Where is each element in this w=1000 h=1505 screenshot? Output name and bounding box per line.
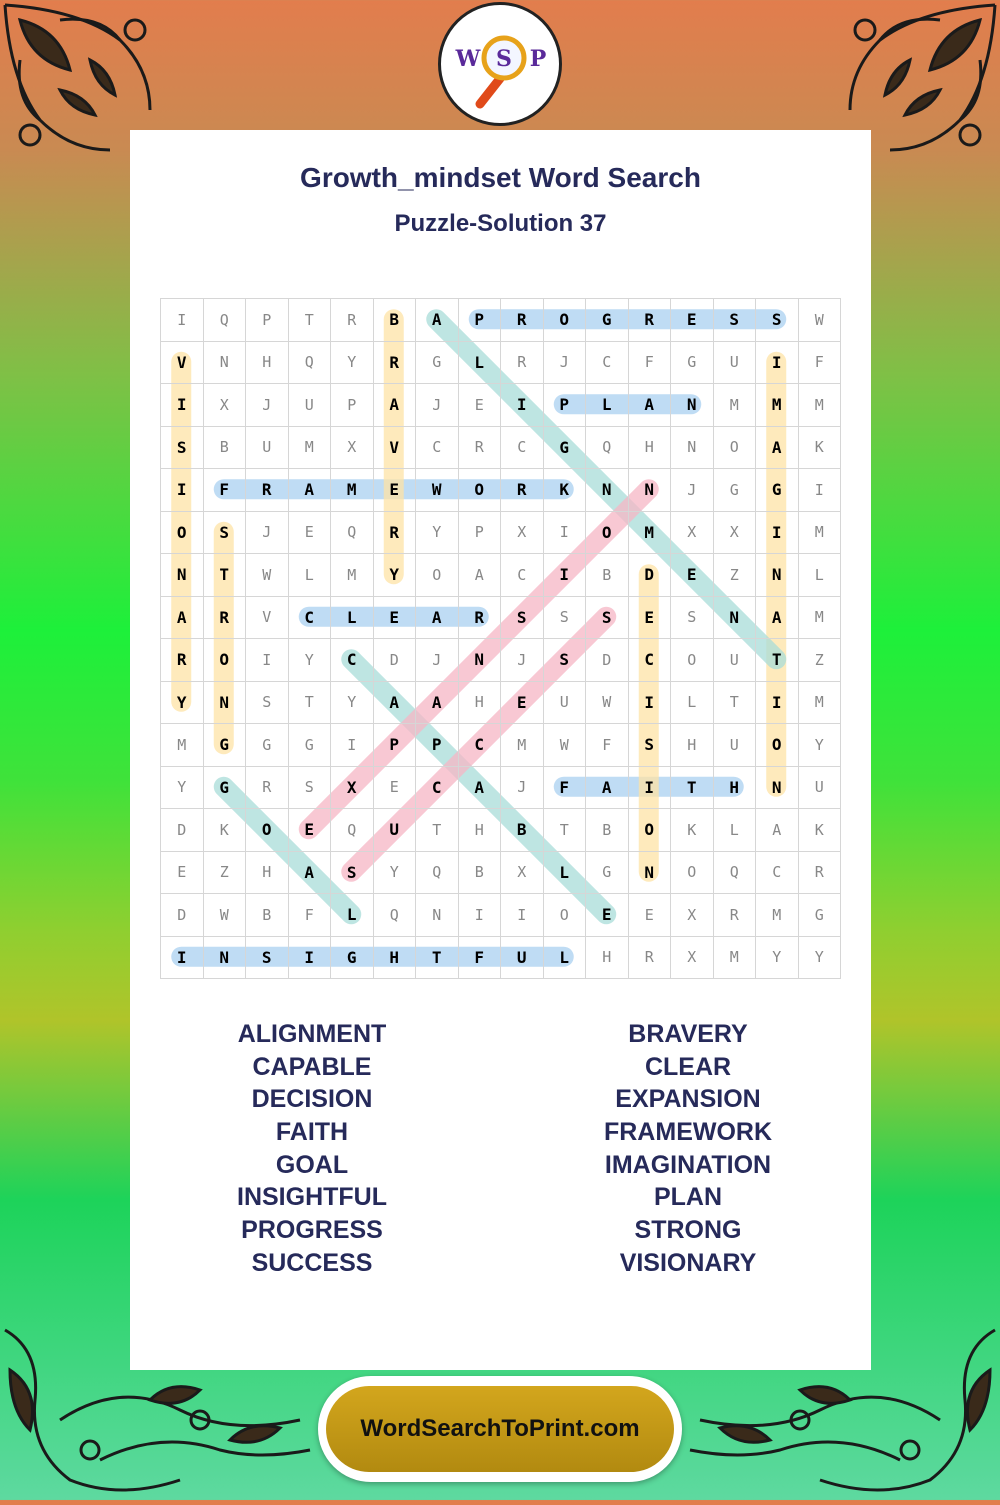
grid-cell[interactable]: E: [289, 512, 332, 555]
grid-cell[interactable]: S: [331, 852, 374, 895]
grid-cell[interactable]: M: [756, 384, 799, 427]
grid-cell[interactable]: M: [714, 937, 757, 980]
grid-cell[interactable]: R: [459, 427, 502, 470]
grid-cell[interactable]: B: [501, 809, 544, 852]
grid-cell[interactable]: J: [544, 342, 587, 385]
grid-cell[interactable]: B: [586, 554, 629, 597]
grid-cell[interactable]: Q: [331, 512, 374, 555]
grid-cell[interactable]: Y: [374, 554, 417, 597]
grid-cell[interactable]: U: [246, 427, 289, 470]
grid-cell[interactable]: L: [799, 554, 842, 597]
grid-cell[interactable]: E: [629, 894, 672, 937]
grid-cell[interactable]: H: [459, 809, 502, 852]
grid-cell[interactable]: I: [756, 512, 799, 555]
grid-cell[interactable]: H: [246, 852, 289, 895]
word-list-right: [538, 1018, 838, 1280]
grid-cell[interactable]: O: [459, 469, 502, 512]
grid-cell[interactable]: O: [544, 299, 587, 342]
grid-cell[interactable]: J: [416, 639, 459, 682]
grid-cell[interactable]: Z: [799, 639, 842, 682]
grid-cell[interactable]: C: [331, 639, 374, 682]
grid-cell[interactable]: T: [714, 682, 757, 725]
grid-cell[interactable]: N: [671, 384, 714, 427]
grid-cell[interactable]: N: [161, 554, 204, 597]
grid-cell[interactable]: N: [586, 469, 629, 512]
grid-cell[interactable]: G: [799, 894, 842, 937]
grid-cell[interactable]: J: [246, 512, 289, 555]
grid-cell[interactable]: B: [204, 427, 247, 470]
grid-cell[interactable]: R: [374, 512, 417, 555]
grid-cell[interactable]: S: [756, 299, 799, 342]
grid-cell[interactable]: O: [629, 809, 672, 852]
grid-cell[interactable]: H: [459, 682, 502, 725]
grid-cell[interactable]: U: [374, 809, 417, 852]
grid-cell[interactable]: O: [671, 852, 714, 895]
grid-cell[interactable]: N: [629, 469, 672, 512]
word-list-item: EXPANSION: [615, 1085, 761, 1114]
grid-cell[interactable]: R: [714, 894, 757, 937]
grid-cell[interactable]: S: [246, 682, 289, 725]
grid-cell[interactable]: M: [799, 512, 842, 555]
grid-cell[interactable]: R: [246, 469, 289, 512]
grid-cell[interactable]: C: [416, 427, 459, 470]
grid-cell[interactable]: F: [629, 342, 672, 385]
grid-cell[interactable]: V: [246, 597, 289, 640]
grid-cell[interactable]: E: [374, 597, 417, 640]
grid-cell[interactable]: G: [246, 724, 289, 767]
grid-cell[interactable]: N: [629, 852, 672, 895]
grid-cell[interactable]: G: [289, 724, 332, 767]
grid-cell[interactable]: I: [161, 469, 204, 512]
grid-cell[interactable]: R: [161, 639, 204, 682]
word-list-item: BRAVERY: [628, 1020, 748, 1048]
grid-cell[interactable]: J: [416, 384, 459, 427]
grid-cell[interactable]: S: [501, 597, 544, 640]
grid-cell[interactable]: Q: [204, 299, 247, 342]
grid-cell[interactable]: C: [416, 767, 459, 810]
grid-cell[interactable]: Y: [289, 639, 332, 682]
grid-cell[interactable]: M: [331, 554, 374, 597]
grid-cell[interactable]: I: [161, 384, 204, 427]
grid-cell[interactable]: D: [629, 554, 672, 597]
word-list-item: INSIGHTFUL: [237, 1183, 387, 1212]
grid-cell[interactable]: W: [586, 682, 629, 725]
grid-cell[interactable]: M: [756, 894, 799, 937]
grid-cell[interactable]: R: [629, 299, 672, 342]
grid-cell[interactable]: G: [331, 937, 374, 980]
grid-cell[interactable]: A: [586, 767, 629, 810]
grid-cell[interactable]: R: [246, 767, 289, 810]
grid-cell[interactable]: R: [799, 852, 842, 895]
grid-cell[interactable]: T: [671, 767, 714, 810]
grid-cell[interactable]: I: [246, 639, 289, 682]
grid-cell[interactable]: C: [586, 342, 629, 385]
grid-cell[interactable]: Y: [374, 852, 417, 895]
grid-cell[interactable]: Z: [714, 554, 757, 597]
grid-cell[interactable]: A: [374, 384, 417, 427]
grid-cell[interactable]: I: [756, 342, 799, 385]
grid-cell[interactable]: P: [331, 384, 374, 427]
grid-cell[interactable]: T: [756, 639, 799, 682]
grid-cell[interactable]: E: [374, 767, 417, 810]
grid-cell[interactable]: I: [629, 767, 672, 810]
grid-cell[interactable]: O: [671, 639, 714, 682]
grid-cell[interactable]: S: [671, 597, 714, 640]
grid-cell[interactable]: E: [671, 299, 714, 342]
grid-cell[interactable]: H: [629, 427, 672, 470]
grid-cell[interactable]: N: [671, 427, 714, 470]
grid-cell[interactable]: H: [374, 937, 417, 980]
grid-cell[interactable]: N: [204, 682, 247, 725]
grid-cell[interactable]: C: [756, 852, 799, 895]
grid-cell[interactable]: R: [501, 299, 544, 342]
grid-cell[interactable]: F: [544, 767, 587, 810]
grid-cell[interactable]: A: [289, 852, 332, 895]
word-list-item: PROGRESS: [241, 1216, 383, 1245]
grid-cell[interactable]: X: [204, 384, 247, 427]
grid-cell[interactable]: U: [714, 639, 757, 682]
word-list-item: CAPABLE: [252, 1052, 372, 1081]
grid-cell[interactable]: V: [161, 342, 204, 385]
grid-cell[interactable]: R: [459, 597, 502, 640]
grid-cell[interactable]: T: [544, 809, 587, 852]
grid-cell[interactable]: A: [756, 809, 799, 852]
grid-cell[interactable]: L: [714, 809, 757, 852]
grid-cell[interactable]: T: [416, 809, 459, 852]
grid-cell[interactable]: I: [501, 384, 544, 427]
grid-cell[interactable]: T: [416, 937, 459, 980]
letter-grid: [160, 298, 841, 979]
grid-cell[interactable]: R: [331, 299, 374, 342]
word-list-item: VISIONARY: [619, 1248, 757, 1277]
grid-cell[interactable]: Y: [799, 937, 842, 980]
grid-cell[interactable]: X: [671, 894, 714, 937]
grid-cell[interactable]: C: [629, 639, 672, 682]
grid-cell[interactable]: D: [161, 809, 204, 852]
grid-cell[interactable]: W: [544, 724, 587, 767]
grid-cell[interactable]: Q: [714, 852, 757, 895]
grid-cell[interactable]: P: [459, 512, 502, 555]
logo-letter-p: P: [529, 46, 547, 72]
grid-cell[interactable]: S: [246, 937, 289, 980]
word-search-grid: [160, 298, 840, 978]
grid-cell[interactable]: F: [289, 894, 332, 937]
grid-cell[interactable]: E: [459, 384, 502, 427]
grid-cell[interactable]: G: [586, 299, 629, 342]
grid-cell[interactable]: D: [586, 639, 629, 682]
grid-cell[interactable]: R: [501, 342, 544, 385]
grid-cell[interactable]: K: [544, 469, 587, 512]
grid-cell[interactable]: M: [289, 427, 332, 470]
grid-cell[interactable]: S: [544, 597, 587, 640]
grid-cell[interactable]: U: [714, 724, 757, 767]
grid-cell[interactable]: R: [629, 937, 672, 980]
grid-cell[interactable]: G: [586, 852, 629, 895]
grid-cell[interactable]: I: [331, 724, 374, 767]
grid-cell[interactable]: L: [331, 894, 374, 937]
word-list-item: CLEAR: [644, 1052, 732, 1081]
grid-cell[interactable]: N: [204, 342, 247, 385]
grid-cell[interactable]: P: [246, 299, 289, 342]
grid-cell[interactable]: G: [671, 342, 714, 385]
grid-cell[interactable]: R: [374, 342, 417, 385]
grid-cell[interactable]: M: [629, 512, 672, 555]
grid-cell[interactable]: A: [756, 597, 799, 640]
grid-cell[interactable]: K: [671, 809, 714, 852]
grid-cell[interactable]: Q: [331, 809, 374, 852]
grid-cell[interactable]: B: [459, 852, 502, 895]
grid-cell[interactable]: E: [586, 894, 629, 937]
site-link-label: WordSearchToPrint.com: [326, 1386, 674, 1472]
grid-cell[interactable]: O: [756, 724, 799, 767]
grid-cell[interactable]: N: [416, 894, 459, 937]
puzzle-subtitle: Puzzle-Solution 37: [394, 210, 607, 237]
grid-cell[interactable]: S: [161, 427, 204, 470]
grid-cell[interactable]: L: [289, 554, 332, 597]
grid-cell[interactable]: S: [204, 512, 247, 555]
grid-cell[interactable]: O: [714, 427, 757, 470]
grid-cell[interactable]: E: [161, 852, 204, 895]
grid-cell[interactable]: P: [544, 384, 587, 427]
word-list-item: DECISION: [251, 1085, 373, 1114]
grid-cell[interactable]: N: [459, 639, 502, 682]
grid-cell[interactable]: G: [544, 427, 587, 470]
grid-cell[interactable]: A: [756, 427, 799, 470]
grid-cell[interactable]: I: [544, 512, 587, 555]
grid-cell[interactable]: W: [246, 554, 289, 597]
puzzle-panel: [130, 130, 871, 1370]
grid-cell[interactable]: H: [246, 342, 289, 385]
grid-cell[interactable]: Y: [331, 342, 374, 385]
grid-cell[interactable]: D: [161, 894, 204, 937]
grid-cell[interactable]: E: [629, 597, 672, 640]
word-list-item: FRAMEWORK: [603, 1118, 773, 1147]
grid-cell[interactable]: Y: [331, 682, 374, 725]
grid-cell[interactable]: M: [799, 682, 842, 725]
grid-cell[interactable]: L: [459, 342, 502, 385]
grid-cell[interactable]: W: [416, 469, 459, 512]
grid-cell[interactable]: I: [161, 299, 204, 342]
grid-cell[interactable]: H: [671, 724, 714, 767]
grid-cell[interactable]: S: [289, 767, 332, 810]
grid-cell[interactable]: Z: [204, 852, 247, 895]
grid-cell[interactable]: A: [161, 597, 204, 640]
grid-cell[interactable]: N: [714, 597, 757, 640]
grid-cell[interactable]: L: [544, 852, 587, 895]
grid-cell[interactable]: B: [374, 299, 417, 342]
grid-cell[interactable]: R: [204, 597, 247, 640]
grid-cell[interactable]: M: [501, 724, 544, 767]
grid-cell[interactable]: H: [714, 767, 757, 810]
grid-cell[interactable]: U: [501, 937, 544, 980]
grid-cell[interactable]: J: [671, 469, 714, 512]
grid-cell[interactable]: I: [629, 682, 672, 725]
grid-cell[interactable]: F: [799, 342, 842, 385]
grid-cell[interactable]: F: [204, 469, 247, 512]
site-link-button[interactable]: [318, 1376, 682, 1482]
grid-cell[interactable]: P: [416, 724, 459, 767]
grid-cell[interactable]: L: [586, 384, 629, 427]
grid-cell[interactable]: A: [416, 682, 459, 725]
grid-cell[interactable]: T: [289, 682, 332, 725]
grid-cell[interactable]: G: [714, 469, 757, 512]
grid-cell[interactable]: A: [459, 767, 502, 810]
grid-cell[interactable]: O: [416, 554, 459, 597]
word-list-item: IMAGINATION: [604, 1150, 772, 1179]
grid-cell[interactable]: M: [161, 724, 204, 767]
grid-cell[interactable]: K: [799, 427, 842, 470]
grid-cell[interactable]: U: [714, 342, 757, 385]
grid-cell[interactable]: F: [586, 724, 629, 767]
grid-cell[interactable]: N: [756, 767, 799, 810]
grid-cell[interactable]: U: [544, 682, 587, 725]
grid-cell[interactable]: I: [756, 682, 799, 725]
grid-cell[interactable]: I: [501, 894, 544, 937]
grid-cell[interactable]: C: [501, 554, 544, 597]
grid-cell[interactable]: Y: [756, 937, 799, 980]
grid-cell[interactable]: G: [204, 724, 247, 767]
grid-cell[interactable]: C: [459, 724, 502, 767]
grid-cell[interactable]: Y: [416, 512, 459, 555]
grid-cell[interactable]: B: [586, 809, 629, 852]
grid-cell[interactable]: T: [289, 299, 332, 342]
grid-cell[interactable]: M: [799, 384, 842, 427]
grid-cell[interactable]: N: [204, 937, 247, 980]
grid-cell[interactable]: B: [246, 894, 289, 937]
grid-cell[interactable]: S: [586, 597, 629, 640]
grid-cell[interactable]: S: [629, 724, 672, 767]
grid-cell[interactable]: R: [501, 469, 544, 512]
grid-cell[interactable]: V: [374, 427, 417, 470]
word-list-item: PLAN: [653, 1183, 723, 1212]
grid-cell[interactable]: M: [799, 597, 842, 640]
grid-cell[interactable]: J: [246, 384, 289, 427]
grid-cell[interactable]: A: [416, 597, 459, 640]
word-list-left: [162, 1018, 462, 1280]
grid-cell[interactable]: Y: [799, 724, 842, 767]
grid-cell[interactable]: G: [204, 767, 247, 810]
grid-cell[interactable]: E: [374, 469, 417, 512]
grid-cell[interactable]: Q: [416, 852, 459, 895]
grid-cell[interactable]: A: [629, 384, 672, 427]
grid-cell[interactable]: I: [544, 554, 587, 597]
grid-cell[interactable]: D: [374, 639, 417, 682]
grid-cell[interactable]: L: [671, 682, 714, 725]
grid-cell[interactable]: O: [161, 512, 204, 555]
wsp-logo[interactable]: [438, 2, 562, 126]
grid-cell[interactable]: A: [289, 469, 332, 512]
word-list-item: SUCCESS: [251, 1248, 373, 1277]
word-list-item: GOAL: [275, 1150, 349, 1179]
logo-letter-w: W: [455, 46, 481, 72]
grid-cell[interactable]: E: [671, 554, 714, 597]
grid-cell[interactable]: P: [374, 724, 417, 767]
magnifier-logo-icon: [452, 16, 548, 112]
word-list-item: ALIGNMENT: [237, 1020, 387, 1048]
grid-cell[interactable]: S: [544, 639, 587, 682]
grid-cell[interactable]: Q: [289, 342, 332, 385]
grid-cell[interactable]: G: [756, 469, 799, 512]
grid-cell[interactable]: N: [756, 554, 799, 597]
grid-cell[interactable]: H: [586, 937, 629, 980]
grid-cell[interactable]: I: [289, 937, 332, 980]
grid-cell[interactable]: C: [289, 597, 332, 640]
word-list-item: STRONG: [634, 1216, 742, 1245]
grid-cell[interactable]: A: [459, 554, 502, 597]
grid-cell[interactable]: Q: [374, 894, 417, 937]
grid-cell[interactable]: U: [289, 384, 332, 427]
grid-cell[interactable]: W: [204, 894, 247, 937]
grid-cell[interactable]: L: [331, 597, 374, 640]
grid-cell[interactable]: Q: [586, 427, 629, 470]
grid-cell[interactable]: X: [331, 767, 374, 810]
grid-cell[interactable]: X: [671, 937, 714, 980]
grid-cell[interactable]: W: [799, 299, 842, 342]
grid-cell[interactable]: S: [714, 299, 757, 342]
grid-cell[interactable]: A: [416, 299, 459, 342]
grid-cell[interactable]: O: [544, 894, 587, 937]
grid-cell[interactable]: J: [501, 767, 544, 810]
grid-cell[interactable]: L: [544, 937, 587, 980]
grid-cell[interactable]: E: [289, 809, 332, 852]
grid-cell[interactable]: X: [331, 427, 374, 470]
grid-cell[interactable]: Y: [161, 682, 204, 725]
grid-cell[interactable]: K: [799, 809, 842, 852]
puzzle-title: Growth_mindset Word Search: [300, 162, 701, 193]
grid-cell[interactable]: X: [501, 852, 544, 895]
grid-cell[interactable]: X: [671, 512, 714, 555]
grid-cell[interactable]: T: [204, 554, 247, 597]
logo-letter-s: S: [496, 46, 512, 72]
grid-cell[interactable]: A: [374, 682, 417, 725]
grid-cell[interactable]: C: [501, 427, 544, 470]
grid-cell[interactable]: X: [501, 512, 544, 555]
grid-cell[interactable]: E: [501, 682, 544, 725]
grid-cell[interactable]: I: [161, 937, 204, 980]
grid-cell[interactable]: J: [501, 639, 544, 682]
grid-cell[interactable]: G: [416, 342, 459, 385]
grid-cell[interactable]: M: [714, 384, 757, 427]
grid-cell[interactable]: O: [204, 639, 247, 682]
word-list-item: FAITH: [275, 1118, 349, 1147]
grid-cell[interactable]: P: [459, 299, 502, 342]
grid-cell[interactable]: I: [459, 894, 502, 937]
grid-cell[interactable]: O: [586, 512, 629, 555]
grid-cell[interactable]: F: [459, 937, 502, 980]
grid-cell[interactable]: U: [799, 767, 842, 810]
grid-cell[interactable]: Y: [161, 767, 204, 810]
grid-cell[interactable]: O: [246, 809, 289, 852]
grid-cell[interactable]: X: [714, 512, 757, 555]
grid-cell[interactable]: K: [204, 809, 247, 852]
grid-cell[interactable]: I: [799, 469, 842, 512]
grid-cell[interactable]: M: [331, 469, 374, 512]
